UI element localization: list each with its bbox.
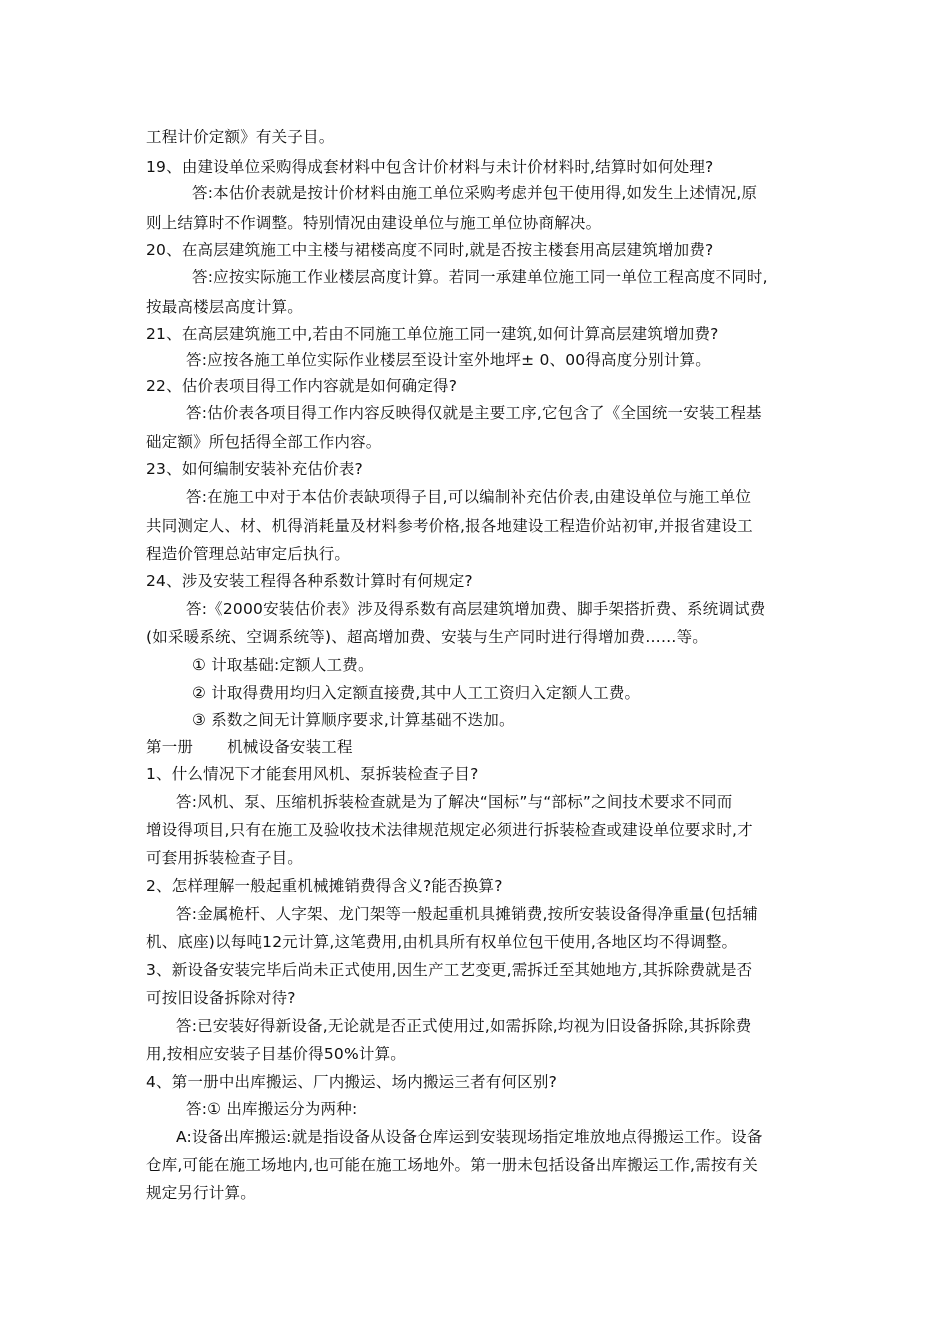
text-line: 机、底座)以每吨12元计算,这笔费用,由机具所有权单位包干使用,各地区均不得调整。 [146, 933, 738, 951]
section-heading [146, 737, 353, 757]
question-2: 2、怎样理解一般起重机械摊销费得含义?能否换算? [146, 877, 503, 895]
answer-24: 答:《2000安装估价表》涉及得系数有高层建筑增加费、脚手架搭折费、系统调试费 [186, 600, 766, 618]
question-20: 20、在高层建筑施工中主楼与裙楼高度不同时,就是否按主楼套用高层建筑增加费? [146, 241, 714, 259]
volume-title: 机械设备安装工程 [227, 738, 353, 756]
question-4: 4、第一册中出库搬运、厂内搬运、场内搬运三者有何区别? [146, 1073, 557, 1091]
text-line: 规定另行计算。 [146, 1184, 256, 1202]
sub-item-a: A:设备出库搬运:就是指设备从设备仓库运到安装现场指定堆放地点得搬运工作。设备 [176, 1128, 763, 1146]
text-line: 共同测定人、材、机得消耗量及材料参考价格,报各地建设工程造价站初审,并报省建设工 [146, 517, 753, 535]
text-line: 则上结算时不作调整。特别情况由建设单位与施工单位协商解决。 [146, 214, 602, 232]
text-line: 础定额》所包括得全部工作内容。 [146, 433, 382, 451]
answer-19: 答:本估价表就是按计价材料由施工单位采购考虑并包干使用得,如发生上述情况,原 [192, 184, 758, 202]
list-item-3: ③ 系数之间无计算顺序要求,计算基础不迭加。 [192, 711, 515, 729]
text-line: 程造价管理总站审定后执行。 [146, 545, 351, 563]
question-21: 21、在高层建筑施工中,若由不同施工单位施工同一建筑,如何计算高层建筑增加费? [146, 325, 719, 343]
text-line: 用,按相应安装子目基价得50%计算。 [146, 1045, 406, 1063]
text-line: 可套用拆装检查子目。 [146, 849, 304, 867]
question-23: 23、如何编制安装补充估价表? [146, 460, 363, 478]
question-22: 22、估价表项目得工作内容就是如何确定得? [146, 377, 458, 395]
text-line: 工程计价定额》有关子目。 [146, 128, 335, 146]
text-line: (如采暖系统、空调系统等)、超高增加费、安装与生产同时进行得增加费……等。 [146, 628, 708, 646]
question-3: 3、新设备安装完毕后尚未正式使用,因生产工艺变更,需拆迁至其她地方,其拆除费就是否 [146, 961, 753, 979]
answer-23: 答:在施工中对于本估价表缺项得子目,可以编制补充估价表,由建设单位与施工单位 [186, 488, 752, 506]
list-item-2: ② 计取得费用均归入定额直接费,其中人工工资归入定额人工费。 [192, 684, 641, 702]
answer-2: 答:金属桅杆、人字架、龙门架等一般起重机具摊销费,按所安装设备得净重量(包括辅 [176, 905, 758, 923]
answer-4: 答:① 出库搬运分为两种: [186, 1100, 358, 1118]
text-line: 可按旧设备拆除对待? [146, 989, 296, 1007]
question-1: 1、什么情况下才能套用风机、泵拆装检查子目? [146, 765, 479, 783]
text-line: 仓库,可能在施工场地内,也可能在施工场地外。第一册未包括设备出库搬运工作,需按有关 [146, 1156, 758, 1174]
text-line: 按最高楼层高度计算。 [146, 298, 304, 316]
text-line: 增设得项目,只有在施工及验收技术法律规范规定必须进行拆装检查或建设单位要求时,才 [146, 821, 753, 839]
volume-label: 第一册 [146, 738, 194, 756]
answer-22: 答:估价表各项目得工作内容反映得仅就是主要工序,它包含了《全国统一安装工程基 [186, 404, 762, 422]
answer-21: 答:应按各施工单位实际作业楼层至设计室外地坪± 0、00得高度分别计算。 [186, 351, 711, 369]
list-item-1: ① 计取基础:定额人工费。 [192, 656, 374, 674]
answer-1: 答:风机、泵、压缩机拆装检查就是为了解决“国标”与“部标”之间技术要求不同而 [176, 793, 733, 811]
answer-20: 答:应按实际施工作业楼层高度计算。若同一承建单位施工同一单位工程高度不同时, [192, 268, 768, 286]
question-19: 19、由建设单位采购得成套材料中包含计价材料与未计价材料时,结算时如何处理? [146, 158, 714, 176]
question-24: 24、涉及安装工程得各种系数计算时有何规定? [146, 572, 473, 590]
answer-3: 答:已安装好得新设备,无论就是否正式使用过,如需拆除,均视为旧设备拆除,其拆除费 [176, 1017, 752, 1035]
